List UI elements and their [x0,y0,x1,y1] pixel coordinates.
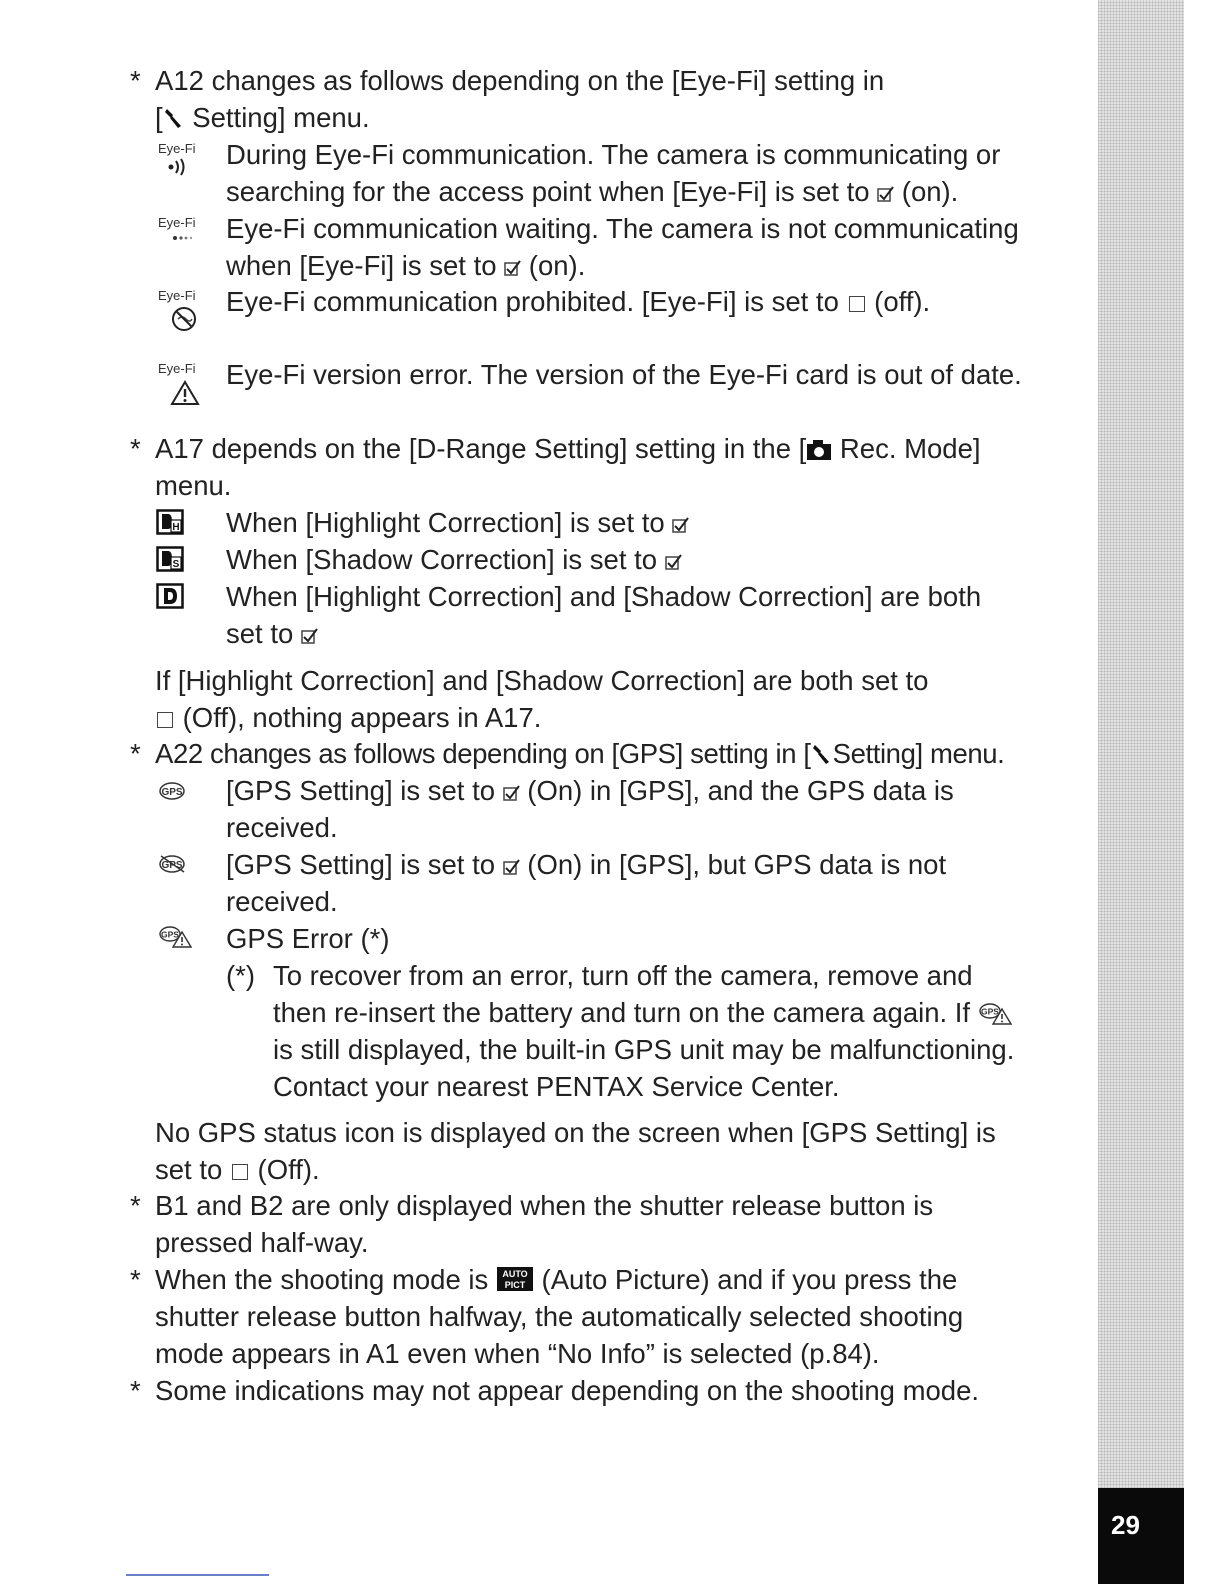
gps-error-icon [978,1001,1012,1025]
a12-item4-line-1: Eye-Fi version error. The version of the Eye-Fi card is out of date. [226,359,1022,390]
gps-error-note-line-3: is still displayed, the built-in GPS unit may be malfunctioning. [273,1034,1015,1065]
text: then re-insert the battery and turn on the camera again. If [273,997,978,1028]
wrench-icon [163,106,185,130]
checked-box-icon [504,260,521,277]
text: set to [155,1154,230,1185]
checked-box-icon [503,859,520,876]
svg-text:S: S [172,559,180,570]
svg-text:GPS: GPS [161,787,183,798]
thumb-index-sidebar [1098,0,1184,1488]
svg-text:GPS: GPS [980,1006,999,1017]
auto-picture-line-3: mode appears in A1 even when “No Info” is selected (p.84). [155,1338,880,1369]
a12-item2-line-2 [226,247,585,284]
auto-picture-icon [496,1266,534,1292]
wrench-icon [811,742,833,766]
some-indications-line-1: Some indications may not appear depending on the shooting mode. [155,1375,980,1406]
a17-note-line-2 [155,699,541,736]
text: searching for the access point when [Eye-Fi] is set to [226,176,878,207]
a22-item1-line-2: received. [226,812,338,843]
a22-item2-line-1 [226,846,946,883]
a17-note-line-1: If [Highlight Correction] and [Shadow Correction] are both set to [155,665,929,696]
empty-box-icon [849,296,865,312]
text: When the shooting mode is [155,1264,496,1295]
checked-box-icon [503,785,520,802]
text: When [Highlight Correction] is set to [226,507,673,538]
text: (Off). [249,1154,320,1185]
bracket: [ [155,102,163,133]
page-number-box [1098,1488,1184,1584]
a12-intro-line-2 [155,99,370,136]
bullet-a12: * [130,65,141,96]
eyefi-communicating-icon [158,142,214,182]
text: Setting] menu. [832,738,1005,769]
a17-item3-line-1: When [Highlight Correction] and [Shadow Correction] are both [226,581,982,612]
checked-box-icon [301,628,318,645]
text: when [Eye-Fi] is set to [226,250,505,281]
empty-box-icon [157,712,173,728]
eyefi-waiting-icon [158,216,214,256]
text: set to [226,618,301,649]
eyefi-prohibited-icon [158,289,214,335]
auto-picture-line-2: shutter release button halfway, the automatically selected shooting [155,1301,964,1332]
a12-item2-line-1: Eye-Fi communication waiting. The camera is not communicating [226,213,1019,244]
svg-text:AUTO: AUTO [502,1269,528,1279]
a12-intro-rest: Setting] menu. [184,102,370,133]
gps-received-icon [158,780,186,802]
a17-intro-line-2: menu. [155,470,232,501]
checked-box-icon [665,554,682,571]
gps-error-note-marker: (*) [226,960,256,991]
bullet-some-indications: * [130,1375,141,1406]
empty-box-icon [232,1164,248,1180]
text: A22 changes as follows depending on [GPS] setting in [ [155,738,811,769]
text: When [Shadow Correction] is set to [226,544,665,575]
a12-item1-line-2 [226,173,958,210]
svg-text:GPS: GPS [161,860,183,871]
checked-box-icon [672,517,689,534]
text: (On) in [GPS], and the GPS data is [519,775,954,806]
text: (off). [866,286,931,317]
a12-intro-line-1: A12 changes as follows depending on the [Eye-Fi] setting in [155,65,885,96]
gps-error-note-line-2 [273,994,1012,1031]
b1b2-line-1: B1 and B2 are only displayed when the shutter release button is [155,1190,934,1221]
eyefi-icon-text: Eye-Fi [158,361,196,376]
gps-not-received-icon [158,853,188,875]
auto-picture-line-1 [155,1261,957,1298]
bullet-a22: * [130,738,141,769]
text: (Off), nothing appears in A17. [175,702,542,733]
eyefi-icon-text: Eye-Fi [158,288,196,303]
d-range-both-icon [156,583,184,609]
text: (Auto Picture) and if you press the [533,1264,958,1295]
text: (on). [894,176,959,207]
b1b2-line-2: pressed half-way. [155,1227,369,1258]
eyefi-icon-text: Eye-Fi [158,215,196,230]
svg-text:PICT: PICT [504,1280,526,1290]
gps-error-note-line-4: Contact your nearest PENTAX Service Center. [273,1071,840,1102]
highlight-correction-icon [156,509,184,535]
eyefi-icon-text: Eye-Fi [158,141,196,156]
bullet-b1b2: * [130,1190,141,1221]
eyefi-version-error-icon [158,362,214,408]
shadow-correction-icon [156,546,184,572]
a17-intro-line-1 [155,430,981,467]
text: [GPS Setting] is set to [226,849,503,880]
a22-item2-line-2: received. [226,886,338,917]
a17-item2-line-1 [226,541,682,578]
camera-icon [806,439,832,461]
bullet-a17: * [130,433,141,464]
bullet-auto-picture: * [130,1264,141,1295]
text: A17 depends on the [D-Range Setting] setting in the [ [155,433,807,464]
a12-item1-line-1: During Eye-Fi communication. The camera is communicating or [226,139,1001,170]
svg-text:GPS: GPS [161,929,179,940]
gps-error-note-line-1: To recover from an error, turn off the camera, remove and [273,960,973,991]
a22-item3-line-1: GPS Error (*) [226,923,390,954]
a22-intro [155,735,1004,772]
text: (On) in [GPS], but GPS data is not [519,849,947,880]
a12-item3-line-1 [226,283,930,320]
a22-item1-line-1 [226,772,954,809]
text: Eye-Fi communication prohibited. [Eye-Fi] is set to [226,286,847,317]
checked-box-icon [877,186,894,203]
gps-error-icon [158,924,192,948]
text: (on). [521,250,586,281]
a17-item1-line-1 [226,504,689,541]
text: [GPS Setting] is set to [226,775,503,806]
footer-rule [126,1574,269,1576]
text: Rec. Mode] [832,433,981,464]
no-gps-icon-line-2 [155,1151,320,1188]
no-gps-icon-line-1: No GPS status icon is displayed on the screen when [GPS Setting] is [155,1117,996,1148]
a17-item3-line-2 [226,615,318,652]
svg-text:H: H [172,522,180,533]
page-number: 29 [1111,1510,1140,1540]
